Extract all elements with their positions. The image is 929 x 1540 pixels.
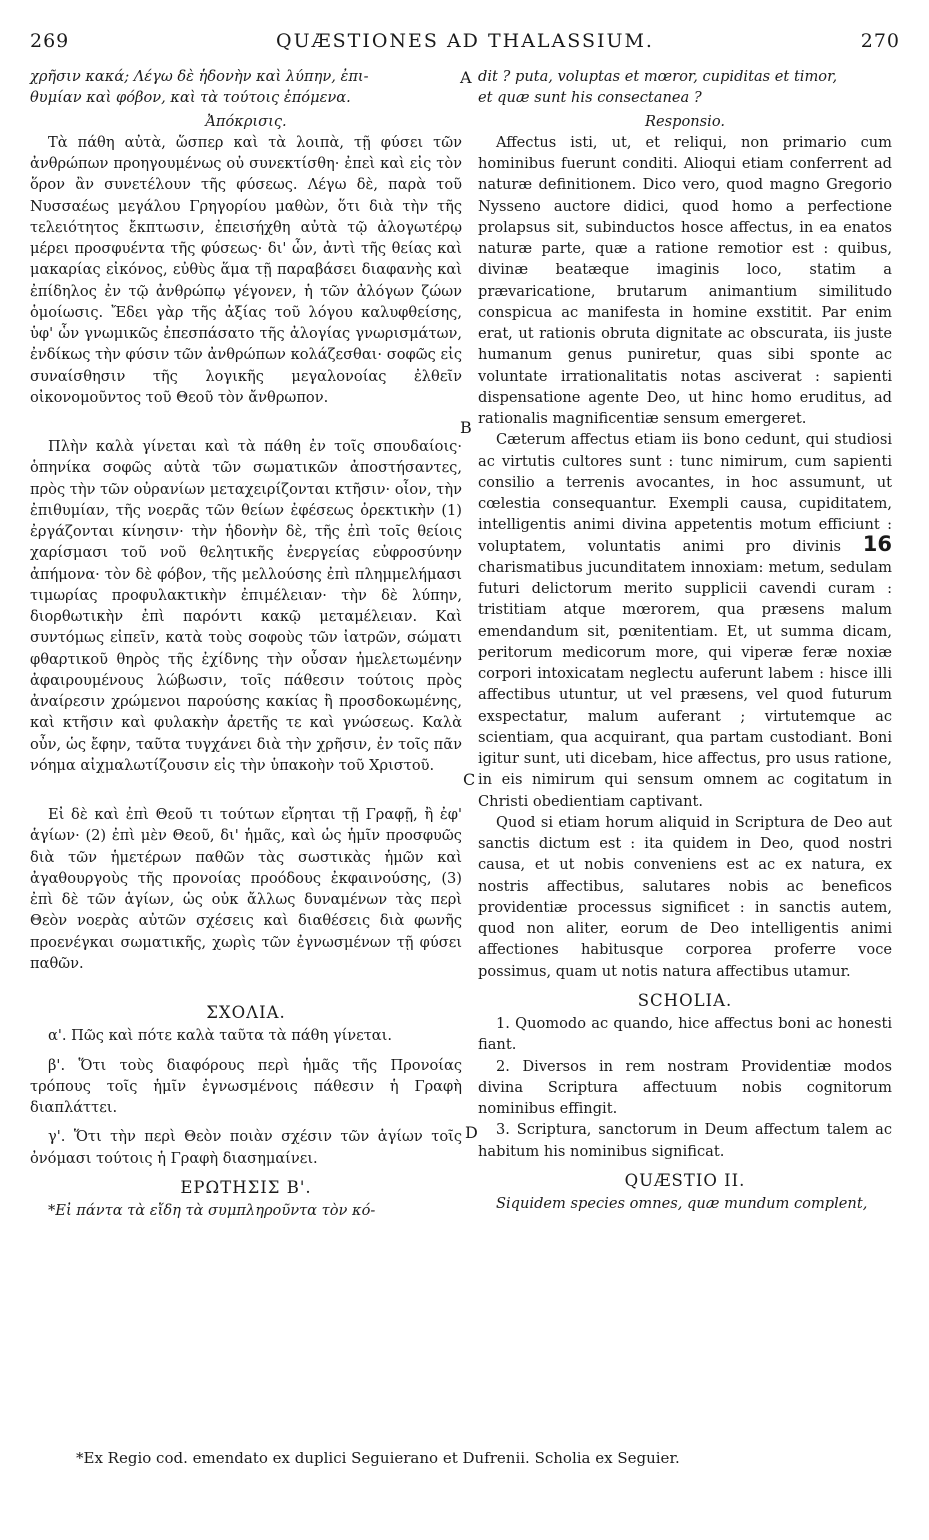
latin-paragraph-2-part-1: Cæterum affectus etiam iis bono cedunt, qui studiosi ac virtutis cultores sunt : tunc nimirum, cum sapienti consilio a terrenis avocantes, in hoc assumunt, ut cœlestia consequantur. Exempli causa, cupiditatem, intelligentis animi divina appetentis motum efficiunt : voluptatem, voluntatis animi pro divinis	[478, 431, 892, 555]
page-number-left: 269	[30, 30, 70, 52]
latin-paragraph-2	[478, 429, 892, 812]
page-number-right: 270	[860, 30, 900, 52]
latin-paragraph-3: Quod si etiam horum aliquid in Scriptura de Deo aut sanctis dictum est : ita quidem in Deo, quod nostri causa, et ut nobis conveniens est ac ex natura, ex nostris affectibus, salutares nobis ac beneficos providentiæ processus significet : in sanctis autem, quod non aliter, eorum de Deo intelligentis animi affectiones habitusque corporea proferre voce possimus, quam ut notis natura affectibus utamur.	[478, 813, 892, 980]
greek-scholion-2: β'. Ὅτι τοὺς διαφόρους περὶ ἡμᾶς τῆς Προνοίας τρόπους τοῖς ἡμῖν ἐγνωσμένοις πάθεσιν ἡ Γραφὴ διαπλάττει.	[30, 1056, 462, 1116]
greek-response-title: Ἀπόκρισις.	[205, 112, 287, 130]
spacer	[30, 776, 462, 804]
latin-paragraph-1: Affectus isti, ut, et reliqui, non primario cum hominibus fuerunt conditi. Alioqui etiam conferrent ad naturæ definitionem. Dico vero, quod magno Gregorio Nysseno auctore didici, quod homo a perfectione prolapsus sit, subinductos hosce affectus, in ea enatos naturæ parte, quæ a ratione remotior est : quibus, divinæ beatæque imaginis loco, statim a prævaricatione, brutarum animantium similitudo conspicua ac manifesta in homine exstitit. Par enim erat, ut rationis obruta dignitate ac obscurata, iis juste humanum genus puniretur, quas sibi sponte ac voluntate irrationalitatis notas asciverat : sapienti dispensatione agente Deo, ut hinc homo eruditus, ad rationalis magnificentiæ sensum emergeret.	[478, 133, 892, 427]
spacer	[30, 408, 462, 436]
latin-scholion-3: 3. Scriptura, sanctorum in Deum affectum talem ac habitum his nominibus significat.	[478, 1121, 892, 1160]
greek-question-line-2: θυμίαν καὶ φόβον, καὶ τὰ τούτοις ἑπόμενα.	[30, 89, 351, 107]
greek-paragraph-2: Πλὴν καλὰ γίνεται καὶ τὰ πάθη ἐν τοῖς σπουδαίοις· ὁπηνίκα σοφῶς αὐτὰ τῶν σωματικῶν ἀποστήσαντες, πρὸς τὴν τῶν οὐρανίων μεταχειρίζονται κτῆσιν· οἷον, τὴν ἐπιθυμίαν, τῆς νοερᾶς τῶν θείων ἐφέσεως ὀρεκτικὴν (1) ἐργάζονται κίνησιν· τὴν ἡδονὴν δὲ, τῆς ἐπὶ τοῖς θείοις χαρίσμασι τοῦ νοῦ θελητικῆς ἐνεργείας εὐφροσύνην ἀπήμονα· τὸν δὲ φόβον, τῆς μελλούσης ἐπὶ πλημμελήμασι τιμωρίας προφυλακτικὴν ἐπιμέλειαν· τὴν δὲ λύπην, διορθωτικὴν ἐπὶ παρόντι κακῷ μεταμέλειαν. Καὶ συντόμως εἰπεῖν, κατὰ τοὺς σοφοὺς τῶν ἰατρῶν, σώματι φθαρτικοῦ θηρὸς τῆς ἐχίδνης τὴν οὖσαν ἠμελετωμένην ἀφαιρουμένους λώβωσιν, τοῖς πάθεσιν τούτοις πρὸς ἀναίρεσιν χρώμενοι παρούσης κακίας ἢ προσδοκωμένης, καὶ κτῆσιν καὶ φυλακὴν ἀρετῆς τε καὶ γνώσεως. Καλὰ οὖν, ὡς ἔφην, ταῦτα τυγχάνει διὰ τὴν χρῆσιν, ἐν τοῖς πᾶν νόημα αἰχμαλωτίζουσιν εἰς τὴν ὑπακοὴν τοῦ Χριστοῦ.	[30, 438, 462, 774]
latin-question-start: Siquidem species omnes, quæ mundum complent,	[496, 1195, 868, 1212]
latin-scholion-2: 2. Diversos in rem nostram Providentiæ modos divina Scriptura affectuum nobis cognitorum nominibus effingit.	[478, 1057, 892, 1117]
section-mark-c: C	[463, 770, 476, 789]
greek-column	[30, 66, 462, 1221]
greek-question-start: *Εἰ πάντα τὰ εἴδη τὰ συμπληροῦντα τὸν κό-	[48, 1202, 376, 1219]
greek-scholia-title: ΣΧΟΛΙΑ.	[206, 1003, 286, 1022]
latin-column	[478, 66, 892, 1214]
latin-question-title: QUÆSTIO II.	[624, 1170, 746, 1190]
greek-scholion-1: α'. Πῶς καὶ πότε καλὰ ταῦτα τὰ πάθη γίνεται.	[48, 1027, 393, 1045]
greek-question-line-1: χρῆσιν κακά; Λέγω δὲ ἡδονὴν καὶ λύπην, ἐπι-	[30, 68, 369, 85]
column-number: 16	[862, 531, 893, 556]
latin-question-line-2: et quæ sunt his consectanea ?	[478, 89, 702, 107]
greek-paragraph-3: Εἰ δὲ καὶ ἐπὶ Θεοῦ τι τούτων εἴρηται τῇ Γραφῇ, ἢ ἐφ' ἁγίων· (2) ἐπὶ μὲν Θεοῦ, δι' ἡμᾶς, καὶ ὡς ἡμῖν προσφυῶς διὰ τῶν ἡμετέρων παθῶν τὰς σωστικὰς ἡμῶν καὶ ἀγαθουργοὺς τῆς προνοίας προόδους ἐκφαινούσης, (3) ἐπὶ δὲ τῶν ἁγίων, ὡς οὐκ ἄλλως δυναμένων τὰς περὶ Θεὸν νοερὰς αὐτῶν σχέσεις καὶ διαθέσεις διὰ φωνῆς προενέγκαι σωματικῆς, χωρὶς τῶν ἐγνωσμένων τῇ φύσει παθῶν.	[30, 806, 462, 972]
latin-scholion-1: 1. Quomodo ac quando, hice affectus boni ac honesti fiant.	[478, 1015, 892, 1054]
latin-paragraph-2-part-2: charismatibus jucunditatem innoxiam: metum, sedulam futuri delictorum merito supplicii cavendi curam : tristitiam atque mœrorem, qua præsens malum emendandum sit, pœnitentiam. Et, ut summa dicam, peritorum medicorum more, qui viperæ feræ noxiæ corpori intoxicatam neglectu auferunt labem : hisce illi affectibus utuntur, ut vel præsens, vel quod futurum exspectatur, malum auferant ; virtutemque ac scientiam, qua acquirant, qua partam custodiant. Boni igitur sunt, uti dicebam, hice affectus, pro usus ratione, in eis nimirum qui sensum omnem ac cogitatum in Christi obedientiam captivant.	[478, 558, 892, 810]
latin-question-line-1: dit ? puta, voluptas et mœror, cupiditas et timor,	[478, 68, 838, 85]
latin-response-title: Responsio.	[645, 112, 725, 130]
greek-scholion-3: γ'. Ὅτι τὴν περὶ Θεὸν ποιὰν σχέσιν τῶν ἁγίων τοῖς ὀνόμασι τούτοις ἡ Γραφὴ διασημαίνει.	[30, 1128, 462, 1167]
spacer	[30, 974, 462, 994]
section-mark-d: D	[465, 1123, 478, 1142]
running-title: QUÆSTIONES AD THALASSIUM.	[276, 30, 654, 52]
section-mark-a: A	[460, 68, 472, 87]
greek-question-title: ΕΡΩΤΗΣΙΣ Β'.	[180, 1177, 312, 1197]
running-header	[30, 30, 900, 60]
section-mark-b: B	[460, 418, 472, 437]
latin-scholia-title: SCHOLIA.	[637, 990, 733, 1010]
greek-paragraph-1: Τὰ πάθη αὐτὰ, ὥσπερ καὶ τὰ λοιπὰ, τῇ φύσει τῶν ἀνθρώπων προηγουμένως οὐ συνεκτίσθη· ἐπεὶ καὶ εἰς τὸν ὅρον ἂν συνετέλουν τῆς φύσεως. Λέγω δὲ, παρὰ τοῦ Νυσσαέως μεγάλου Γρηγορίου μαθὼν, ὅτι διὰ τὴν τῆς τελειότητος ἔκπτωσιν, ἐπεισήχθη αὐτὰ τῷ ἀλογωτέρῳ μέρει προσφυέντα τῆς φύσεως· δι' ὧν, ἀντὶ τῆς θείας καὶ μακαρίας εἰκόνος, εὐθὺς ἅμα τῇ παραβάσει διαφανὴς καὶ ἐπίδηλος ἐν τῷ ἀνθρώπῳ γέγονεν, ἡ τῶν ἀλόγων ζώων ὁμοίωσις. Ἔδει γὰρ τῆς ἀξίας τοῦ λόγου καλυφθείσης, ὑφ' ὧν γνωμικῶς ἐπεσπάσατο τῆς ἀλογίας γνωρισμάτων, ἐνδίκως τὴν φύσιν τῶν ἀνθρώπων κολάζεσθαι· σοφῶς εἰς συναίσθησιν τῆς λογικῆς μεγαλονοίας ἐλθεῖν οἰκονομοῦντος τοῦ Θεοῦ τὸν ἄνθρωπον.	[30, 133, 462, 406]
footnote: *Ex Regio cod. emendato ex duplici Seguierano et Dufrenii. Scholia ex Seguier.	[76, 1449, 680, 1467]
